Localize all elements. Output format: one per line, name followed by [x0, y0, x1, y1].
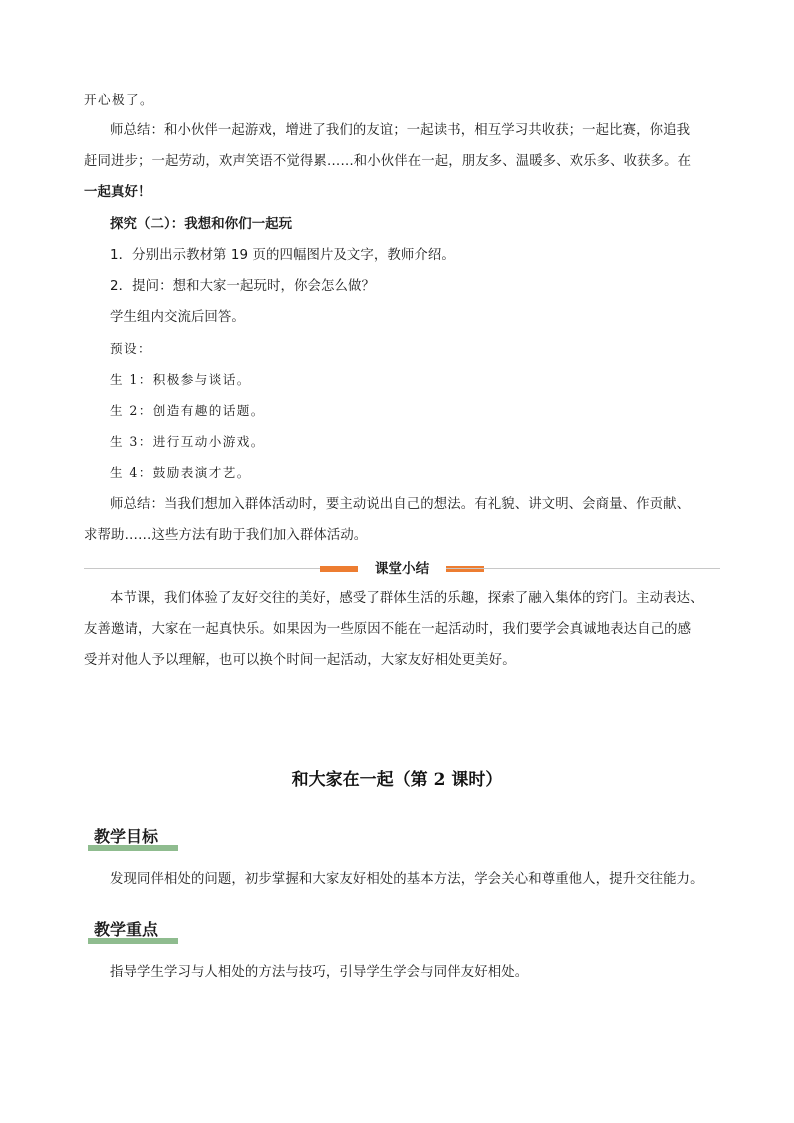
- divider-accent-right: [446, 566, 484, 572]
- lesson-summary-line-3: 受并对他人予以理解，也可以换个时间一起活动，大家友好相处更美好。: [84, 653, 516, 668]
- lesson-summary-line-2: 友善邀请，大家在一起真快乐。如果因为一些原因不能在一起活动时，我们要学会真诚地表达自己的感: [84, 622, 692, 637]
- divider-rule-right: [446, 568, 720, 569]
- list-item-1: 1．分别出示教材第 19 页的四幅图片及文字，教师介绍。: [110, 248, 455, 263]
- student-answer-4: 生 4：鼓励表演才艺。: [110, 465, 251, 480]
- divider-rule-left: [84, 568, 358, 569]
- teacher-summary2-line-2: 求帮助……这些方法有助于我们加入群体活动。: [84, 528, 368, 543]
- section-title: 课堂小结: [374, 561, 430, 577]
- list-item-2: 2．提问：想和大家一起玩时，你会怎么做？: [110, 279, 375, 294]
- teacher-summary-line-3: 一起真好！: [84, 185, 152, 200]
- explore-heading: 探究（二）：我想和你们一起玩: [110, 217, 293, 232]
- focus-heading-label: 教学重点: [94, 920, 159, 939]
- teacher-summary2-line-1: 师总结：当我们想加入群体活动时，要主动说出自己的想法。有礼貌、讲文明、会商量、作贡献、: [110, 497, 691, 512]
- focus-text: 指导学生学习与人相处的方法与技巧，引导学生学会与同伴友好相处。: [110, 965, 529, 980]
- focus-heading: [88, 918, 186, 944]
- teacher-summary-line-1: 师总结：和小伙伴一起游戏，增进了我们的友谊；一起读书，相互学习共收获；一起比赛，你追我: [110, 123, 691, 138]
- document-title: 和大家在一起（第 2 课时）: [291, 770, 503, 790]
- student-answer-3: 生 3：进行互动小游戏。: [110, 434, 265, 449]
- group-answer-text: 学生组内交流后回答。: [110, 310, 245, 325]
- paragraph-ending: 开心极了。: [84, 92, 154, 107]
- student-answer-2: 生 2：创造有趣的话题。: [110, 403, 265, 418]
- goal-text: 发现同伴相处的问题，初步掌握和大家友好相处的基本方法，学会关心和尊重他人，提升交往能力。: [110, 872, 704, 887]
- teacher-summary-line-2: 赶同进步；一起劳动，欢声笑语不觉得累……和小伙伴在一起，朋友多、温暖多、欢乐多、收获多。在: [84, 154, 692, 169]
- divider-accent-left: [320, 566, 358, 572]
- goal-heading: [88, 825, 186, 851]
- goal-heading-label: 教学目标: [94, 827, 159, 846]
- student-answer-1: 生 1：积极参与谈话。: [110, 372, 251, 387]
- lesson-summary-line-1: 本节课，我们体验了友好交往的美好，感受了群体生活的乐趣，探索了融入集体的窍门。主动表达、: [110, 591, 704, 606]
- section-divider: [84, 556, 720, 582]
- preset-label: 预设：: [110, 341, 152, 356]
